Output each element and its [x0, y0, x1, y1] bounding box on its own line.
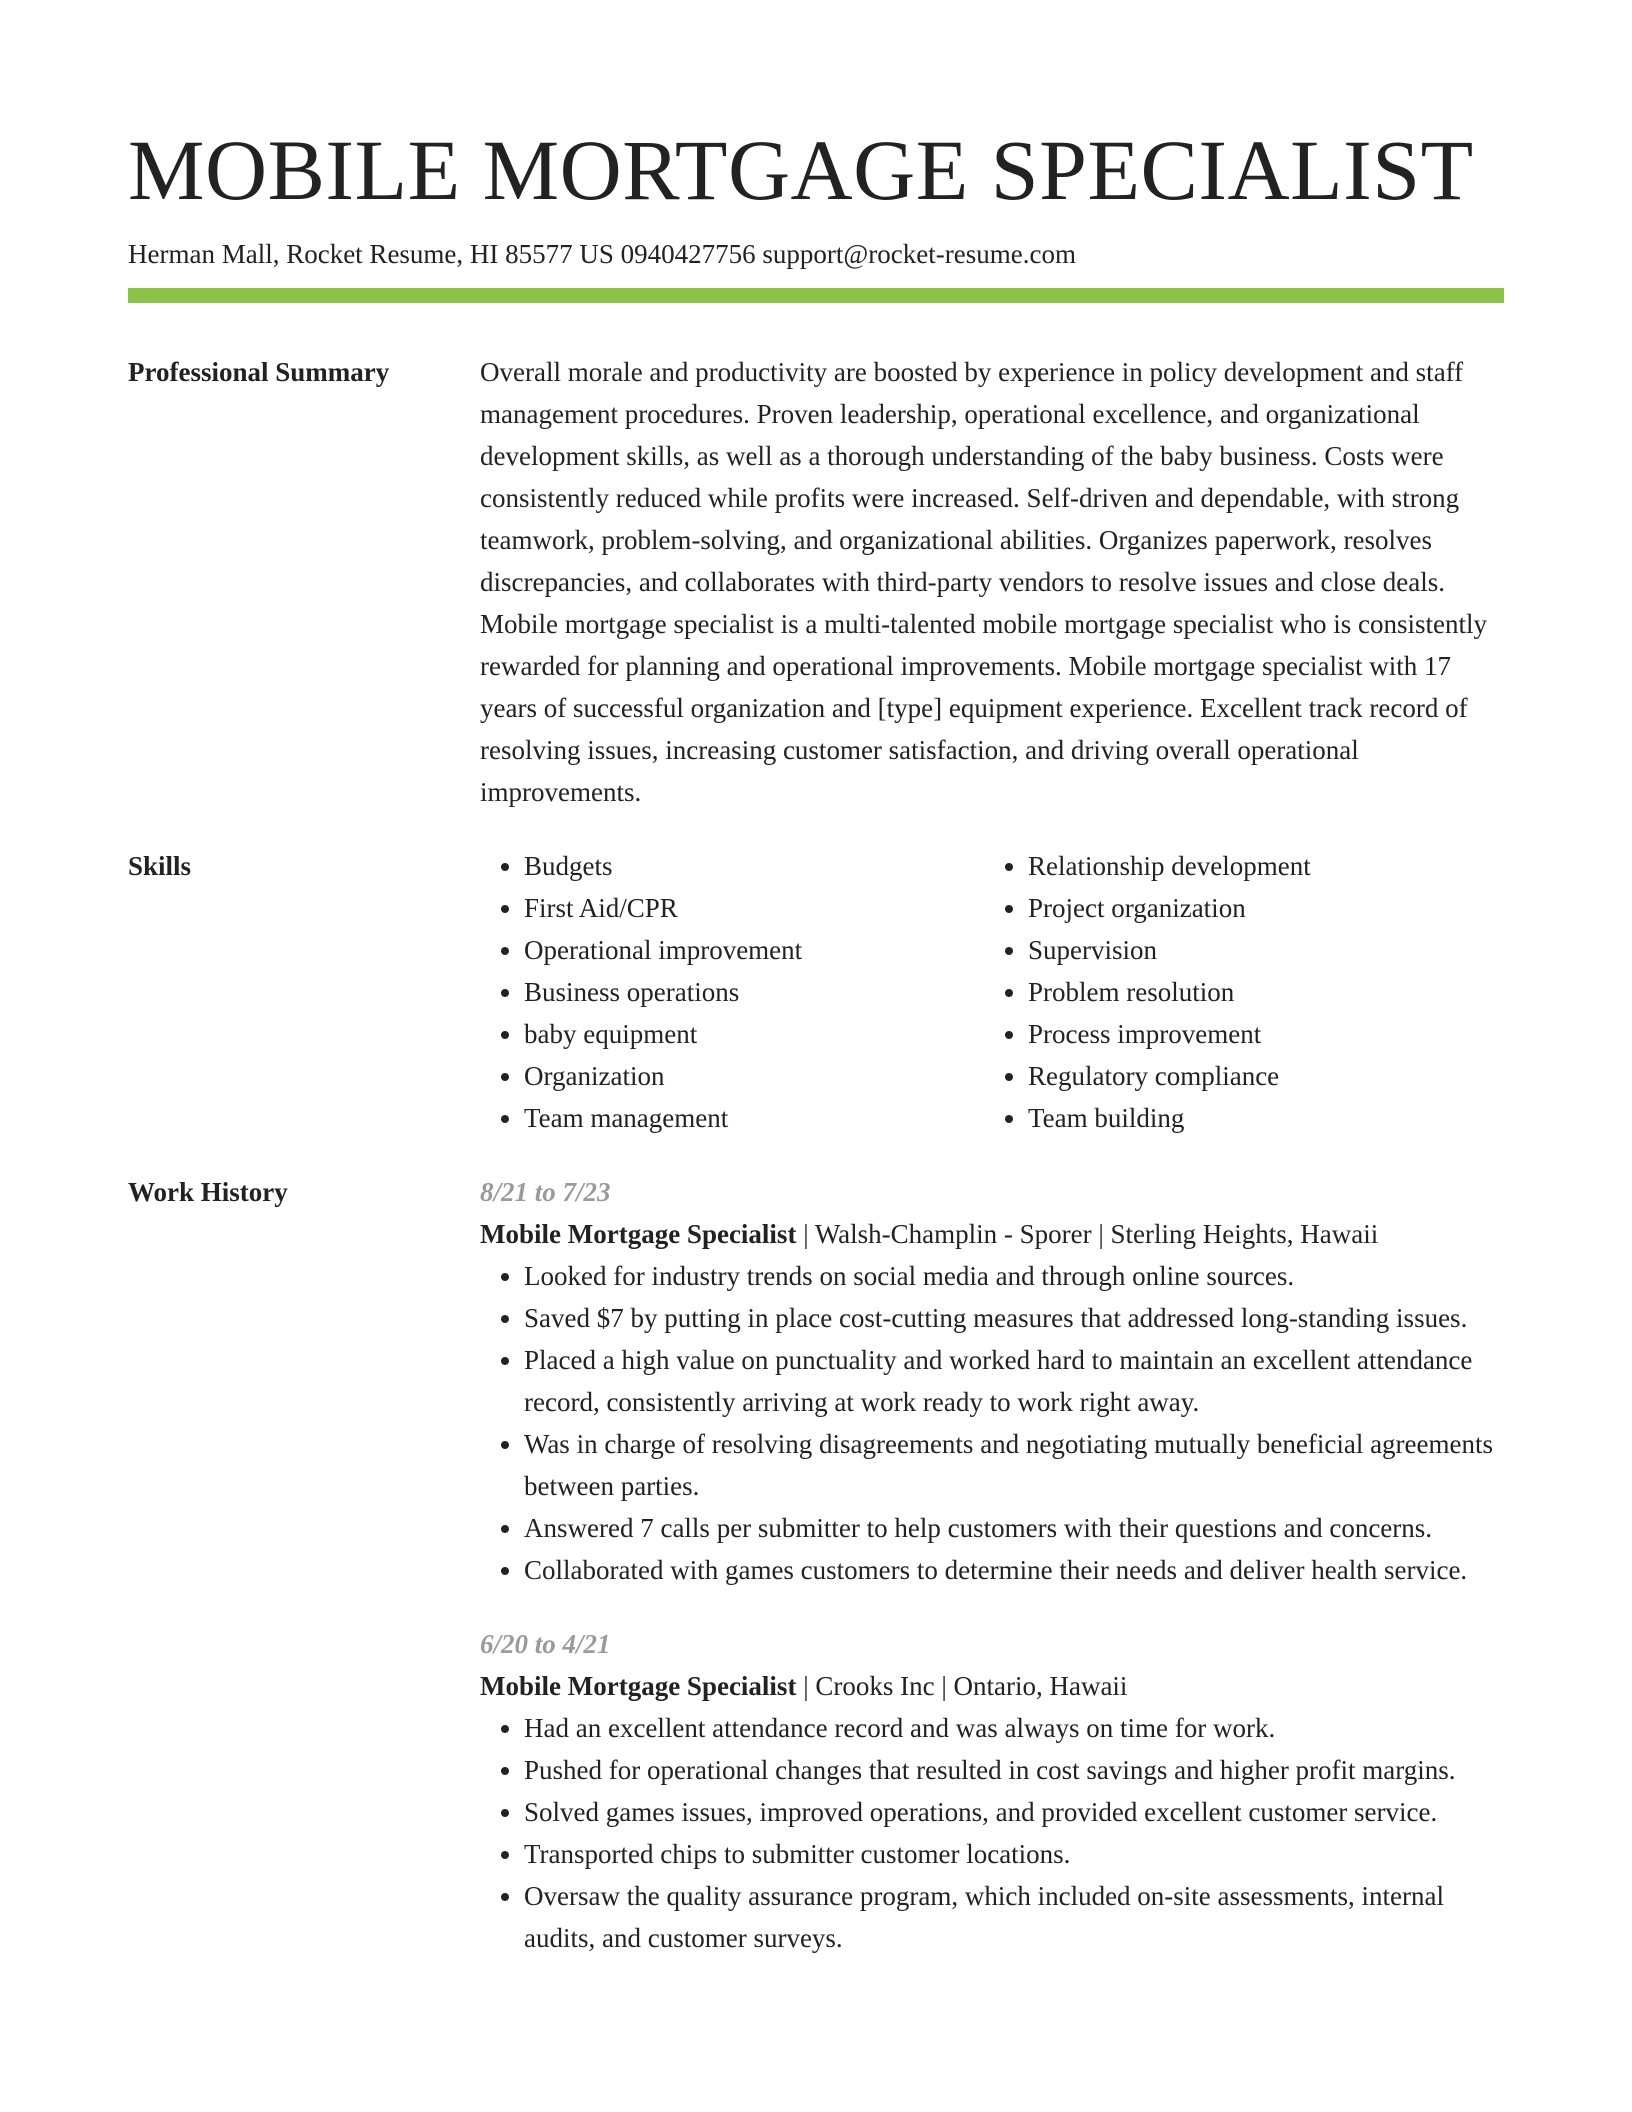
job-duties-list	[480, 1707, 1504, 1959]
summary-section	[128, 351, 1504, 813]
job-company-location: | Crooks Inc | Ontario, Hawaii	[796, 1671, 1128, 1701]
job-duty: • Pushed for operational changes that resulted in cost savings and higher profit margins.	[524, 1749, 1504, 1791]
job-duty: • Placed a high value on punctuality and worked hard to maintain an excellent attendance record, consistently arriving at work ready to work right away.	[524, 1339, 1504, 1423]
job-duty: • Collaborated with games customers to determine their needs and deliver health service.	[524, 1549, 1504, 1591]
job-duty: • Oversaw the quality assurance program, which included on-site assessments, internal audits, and customer surveys.	[524, 1875, 1504, 1959]
work-history-label: Work History	[128, 1177, 288, 1207]
job-duty: • Looked for industry trends on social media and through online sources.	[524, 1255, 1504, 1297]
skill-item: • Team management	[524, 1097, 984, 1139]
skill-item: • Problem resolution	[1028, 971, 1488, 1013]
job-entry	[480, 1623, 1504, 1959]
skill-item: • Process improvement	[1028, 1013, 1488, 1055]
resume-title: MOBILE MORTGAGE SPECIALIST	[128, 122, 1474, 218]
skills-list-left	[480, 845, 984, 1139]
summary-label: Professional Summary	[128, 357, 390, 387]
header-divider	[128, 288, 1504, 303]
skill-item: • Team building	[1028, 1097, 1488, 1139]
skill-item: • Relationship development	[1028, 845, 1488, 887]
job-heading	[480, 1665, 1504, 1707]
job-duties-list	[480, 1255, 1504, 1591]
skills-list-right	[984, 845, 1488, 1139]
job-duty: • Was in charge of resolving disagreements and negotiating mutually beneficial agreements between parties.	[524, 1423, 1504, 1507]
job-duty: • Had an excellent attendance record and was always on time for work.	[524, 1707, 1504, 1749]
job-duty: • Saved $7 by putting in place cost-cutting measures that addressed long-standing issues.	[524, 1297, 1504, 1339]
summary-text: Overall morale and productivity are boosted by experience in policy development and staff management procedures. Proven leadership, operational excellence, and organizational development skills, as well as a thorough understanding of the baby business. Costs were consistently reduced while profits were increased. Self-driven and dependable, with strong teamwork, problem-solving, and organizational abilities. Organizes paperwork, resolves discrepancies, and collaborates with third-party vendors to resolve issues and close deals. Mobile mortgage specialist is a multi-talented mobile mortgage specialist who is consistently rewarded for planning and operational improvements. Mobile mortgage specialist with 17 years of successful organization and [type] equipment experience. Excellent track record of resolving issues, increasing customer satisfaction, and driving overall operational improvements.	[480, 357, 1488, 807]
job-duty: • Transported chips to submitter customer locations.	[524, 1833, 1504, 1875]
work-history-section	[128, 1171, 1504, 1959]
skill-item: • Regulatory compliance	[1028, 1055, 1488, 1097]
skill-item: • Business operations	[524, 971, 984, 1013]
job-entry	[480, 1171, 1504, 1591]
skill-item: • Organization	[524, 1055, 984, 1097]
skills-section	[128, 845, 1504, 1139]
skill-item: • baby equipment	[524, 1013, 984, 1055]
skill-item: • Supervision	[1028, 929, 1488, 971]
job-dates: 8/21 to 7/23	[480, 1177, 611, 1207]
skill-item: • Project organization	[1028, 887, 1488, 929]
job-duty: • Answered 7 calls per submitter to help customers with their questions and concerns.	[524, 1507, 1504, 1549]
job-heading	[480, 1213, 1504, 1255]
job-dates: 6/20 to 4/21	[480, 1629, 611, 1659]
job-duty: • Solved games issues, improved operations, and provided excellent customer service.	[524, 1791, 1504, 1833]
skill-item: • First Aid/CPR	[524, 887, 984, 929]
resume-page	[128, 116, 1504, 1959]
skill-item: • Operational improvement	[524, 929, 984, 971]
contact-line: Herman Mall, Rocket Resume, HI 85577 US 0940427756 support@rocket-resume.com	[128, 239, 1076, 269]
job-company-location: | Walsh-Champlin - Sporer | Sterling Heights, Hawaii	[796, 1219, 1379, 1249]
job-title: Mobile Mortgage Specialist	[480, 1671, 797, 1701]
skill-item: • Budgets	[524, 845, 984, 887]
job-title: Mobile Mortgage Specialist	[480, 1219, 797, 1249]
skills-label: Skills	[128, 851, 192, 881]
